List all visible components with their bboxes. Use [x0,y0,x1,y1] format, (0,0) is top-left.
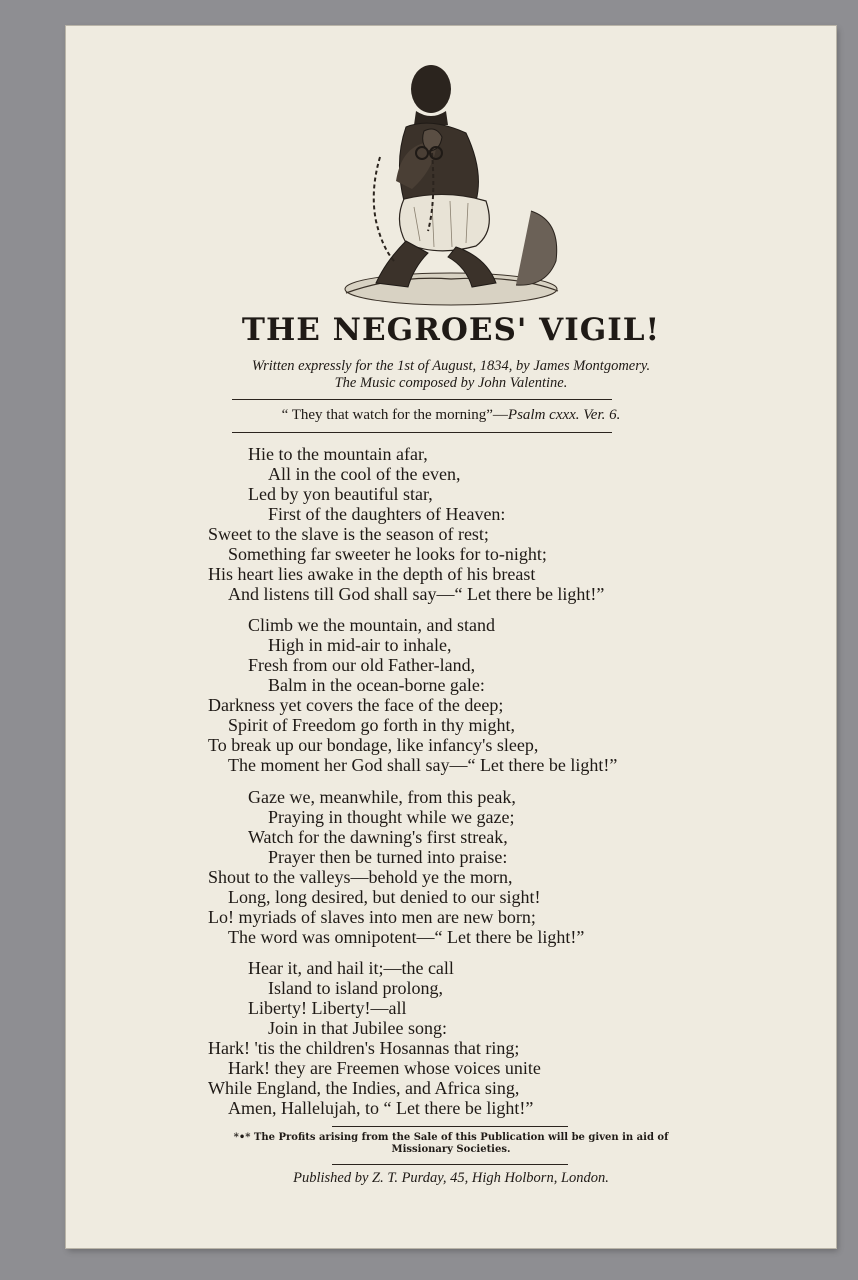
notice-line: Missionary Societies. [391,1144,511,1155]
verse-line: The word was omnipotent—“ Let there be light!” [228,927,585,947]
verse-line: Led by yon beautiful star, [248,484,433,504]
divider-rule [332,1126,568,1127]
notice-line: *•* The Profits arising from the Sale of this Publication will be given in aid of [233,1132,669,1143]
verse-line: Join in that Jubilee song: [268,1018,447,1038]
verse-line: Prayer then be turned into praise: [268,847,508,867]
verse-line: Shout to the valleys—behold ye the morn, [208,867,513,887]
verse-line: Lo! myriads of slaves into men are new born; [208,907,536,927]
verse-line: To break up our bondage, like infancy's sleep, [208,735,539,755]
subtitle-composer-line: The Music composed by John Valentine. [334,375,568,391]
verse-line: Hark! they are Freemen whose voices unite [228,1058,541,1078]
broadside-sheet [66,26,836,1248]
epigraph-quote: “ They that watch for the morning”— [281,407,508,423]
verse-line: All in the cool of the even, [268,464,461,484]
verse-line: Amen, Hallelujah, to “ Let there be light!” [228,1098,534,1118]
verse-line: Island to island prolong, [268,978,443,998]
verse-line: Climb we the mountain, and stand [248,615,495,635]
verse-line: Spirit of Freedom go forth in thy might, [228,715,515,735]
divider-rule [232,399,612,400]
verse-line: Liberty! Liberty!—all [248,998,407,1018]
subtitle-author-line: Written expressly for the 1st of August, 1834, by James Montgomery. [251,358,651,374]
kneeling-chained-figure-illustration [336,61,566,311]
broadside-title: THE NEGROES' VIGIL! [241,312,661,348]
epigraph-citation: Psalm cxxx. Ver. 6. [507,407,621,423]
verse-line: First of the daughters of Heaven: [268,504,506,524]
verse-line: Balm in the ocean-borne gale: [268,675,485,695]
verse-line: Hie to the mountain afar, [248,444,428,464]
verse-line: Fresh from our old Father-land, [248,655,476,675]
verse-line: High in mid-air to inhale, [268,635,452,655]
verse-line: Watch for the dawning's first streak, [248,827,508,847]
verse-line: Hear it, and hail it;—the call [248,958,454,978]
verse-line: The moment her God shall say—“ Let there be light!” [228,755,618,775]
profits-notice [66,1132,836,1156]
verse-line: Darkness yet covers the face of the deep; [208,695,504,715]
publisher-imprint: Published by Z. T. Purday, 45, High Holborn, London. [293,1170,609,1186]
verse-line: And listens till God shall say—“ Let there be light!” [228,584,605,604]
verse-line: While England, the Indies, and Africa sing, [208,1078,520,1098]
divider-rule [232,432,612,433]
epigraph [66,407,836,424]
verse-line: Gaze we, meanwhile, from this peak, [248,787,516,807]
verse-line: His heart lies awake in the depth of his breast [208,564,536,584]
verse-line: Something far sweeter he looks for to-night; [228,544,547,564]
verse-line: Praying in thought while we gaze; [268,807,515,827]
verse-line: Sweet to the slave is the season of rest; [208,524,489,544]
verse-line: Long, long desired, but denied to our sight! [228,887,541,907]
divider-rule [332,1164,568,1165]
verse-line: Hark! 'tis the children's Hosannas that ring; [208,1038,520,1058]
